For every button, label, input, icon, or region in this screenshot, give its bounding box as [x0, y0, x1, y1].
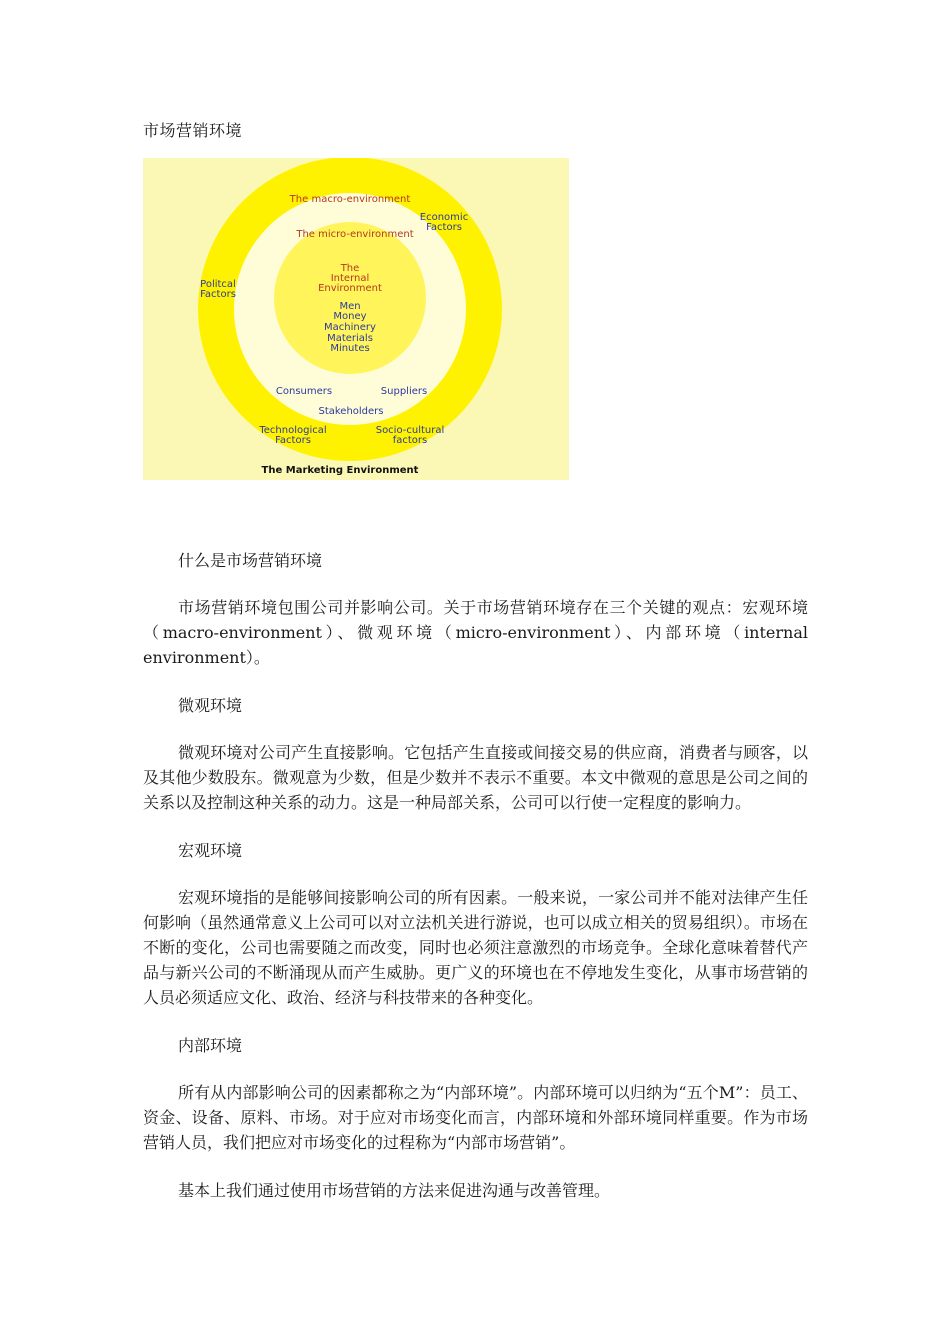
article-body [143, 548, 808, 1226]
heading-micro: 微观环境 [178, 696, 243, 715]
internal-environment-line1: The [340, 263, 360, 274]
micro-environment-label: The micro-environment [296, 229, 414, 240]
internal-environment-line3: Environment [318, 283, 382, 294]
five-m-materials: Materials [327, 333, 373, 344]
heading-internal: 内部环境 [178, 1036, 243, 1055]
political-factors-line1: Politcal [200, 279, 236, 290]
paragraph-macro: 宏观环境指的是能够间接影响公司的所有因素。一般来说，一家公司并不能对法律产生任何影响（虽然通常意义上公司可以对立法机关进行游说，也可以成立相关的贸易组织）。市场在不断的变化，公司也需要随之而改变，同时也必须注意激烈的市场竞争。全球化意味着替代产品与新兴公司的不断涌现从而产生威胁。更广义的环境也在不停地发生变化，从事市场营销的人员必须适应文化、政治、经济与科技带来的各种变化。 [143, 888, 808, 1007]
heading-what-is: 什么是市场营销环境 [178, 551, 323, 570]
economic-factors-line2: Factors [426, 222, 462, 233]
marketing-environment-diagram [143, 158, 569, 480]
five-m-men: Men [339, 301, 361, 312]
macro-environment-label: The macro-environment [289, 194, 411, 205]
paragraph-conclusion: 基本上我们通过使用市场营销的方法来促进沟通与改善管理。 [178, 1181, 611, 1200]
document-title: 市场营销环境 [143, 121, 243, 140]
technological-factors-line2: Factors [275, 435, 311, 446]
suppliers-label: Suppliers [380, 386, 428, 397]
five-m-minutes: Minutes [330, 343, 370, 354]
consumers-label: Consumers [275, 386, 333, 397]
socio-cultural-factors-line2: factors [392, 435, 428, 446]
figure-caption: The Marketing Environment [261, 465, 419, 476]
paragraph-internal: 所有从内部影响公司的因素都称之为“内部环境”。内部环境可以归纳为“五个M”：员工、资金、设备、原料、市场。对于应对市场变化而言，内部环境和外部环境同样重要。作为市场营销人员，我们把应对市场变化的过程称为“内部市场营销”。 [143, 1083, 808, 1152]
marketing-environment-figure [143, 158, 569, 480]
technological-factors-line1: Technological [259, 425, 327, 436]
five-m-money: Money [333, 311, 367, 322]
paragraph-intro: 市场营销环境包围公司并影响公司。关于市场营销环境存在三个关键的观点：宏观环境（macro-environment）、微观环境（micro-environment）、内部环境（internal environment）。 [143, 598, 808, 667]
socio-cultural-factors-line1: Socio-cultural [375, 425, 445, 436]
stakeholders-label: Stakeholders [318, 406, 384, 417]
economic-factors-line1: Economic [419, 212, 469, 223]
five-m-machinery: Machinery [324, 322, 376, 333]
paragraph-micro: 微观环境对公司产生直接影响。它包括产生直接或间接交易的供应商，消费者与顾客，以及其他少数股东。微观意为少数，但是少数并不表示不重要。本文中微观的意思是公司之间的关系以及控制这种关系的动力。这是一种局部关系，公司可以行使一定程度的影响力。 [143, 743, 808, 812]
political-factors-line2: Factors [200, 289, 236, 300]
heading-macro: 宏观环境 [178, 841, 243, 860]
internal-environment-line2: Internal [330, 273, 370, 284]
